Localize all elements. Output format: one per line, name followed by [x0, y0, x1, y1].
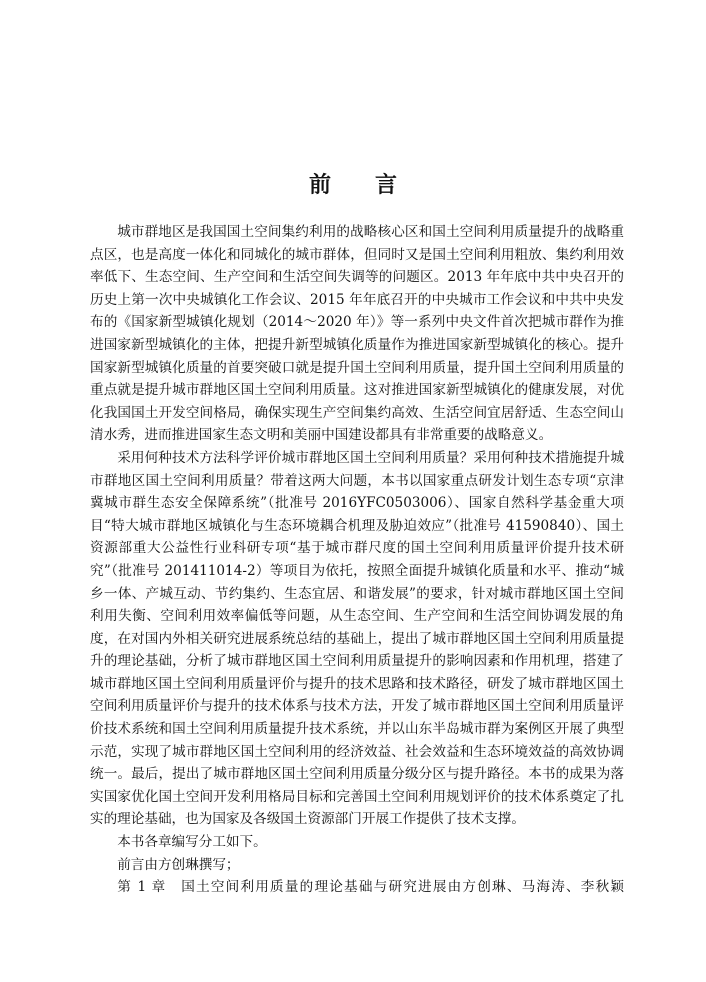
page-title: 前言: [308, 172, 441, 198]
paragraph: 采用何种技术方法科学评价城市群地区国土空间利用质量？采用何种技术措施提升城市群地区国土空间利用质量？带着这两大问题，本书以国家重点研发计划生态专项“京津冀城市群生态安全保障系统”（批准号 2016YFC0503006）、国家自然科学基金重大项目“特大城市群地区城镇化与生态环境耦合机理及胁迫效应”（批准号 41590840）、国土资源部重大公益性行业科研专项“基于城市群尺度的国土空间利用质量评价提升技术研究”（批准号 201411014-2）等项目为依托，按照全面提升城镇化质量和水平、推动“城乡一体、产城互动、节约集约、生态宜居、和谐发展”的要求，针对城市群地区国土空间利用失衡、空间利用效率偏低等问题，从生态空间、生产空间和生活空间协调发展的角度，在对国内外相关研究进展系统总结的基础上，提出了城市群地区国土空间利用质量提升的理论基础，分析了城市群地区国土空间利用质量提升的影响因素和作用机理，搭建了城市群地区国土空间利用质量评价与提升的技术思路和技术路径，研发了城市群地区国土空间利用质量评价与提升的技术体系与技术方法，开发了城市群地区国土空间利用质量评价技术系统和国土空间利用质量提升技术系统，并以山东半岛城市群为案例区开展了典型示范，实现了城市群地区国土空间利用的经济效益、社会效益和生态环境效益的高效协调统一。最后，提出了城市群地区国土空间利用质量分级分区与提升路径。本书的成果为落实国家优化国土空间开发利用格局目标和完善国土空间利用规划评价的技术体系奠定了扎实的理论基础，也为国家及各级国土资源部门开展工作提供了技术支撑。: [90, 449, 624, 828]
paragraph: 第 1 章 国土空间利用质量的理论基础与研究进展由方创琳、马海涛、李秋颖: [117, 879, 624, 896]
paragraph: 城市群地区是我国国土空间集约利用的战略核心区和国土空间利用质量提升的战略重点区，也是高度一体化和同城化的城市群体，但同时又是国土空间利用粗放、集约利用效率低下、生态空间、生产空间和生活空间失调等的问题区。2013 年年底中共中央召开的历史上第一次中央城镇化工作会议、2015 年年底召开的中央城市工作会议和中共中央发布的《国家新型城镇化规划（2014～2020 年）》等一系列中央文件首次把城市群作为推进国家新型城镇化的主体，把提升新型城镇化质量作为推进国家新型城镇化的核心。提升国家新型城镇化质量的首要突破口就是提升国土空间利用质量，提升国土空间利用质量的重点就是提升城市群地区国土空间利用质量。这对推进国家新型城镇化的健康发展，对优化我国国土开发空间格局，确保实现生产空间集约高效、生活空间宜居舒适、生态空间山清水秀，进而推进国家生态文明和美丽中国建设都具有非常重要的战略意义。: [90, 224, 624, 444]
paragraph: 前言由方创琳撰写；: [117, 856, 240, 873]
paragraph: 本书各章编写分工如下。: [117, 834, 267, 851]
body-text: [90, 221, 624, 899]
